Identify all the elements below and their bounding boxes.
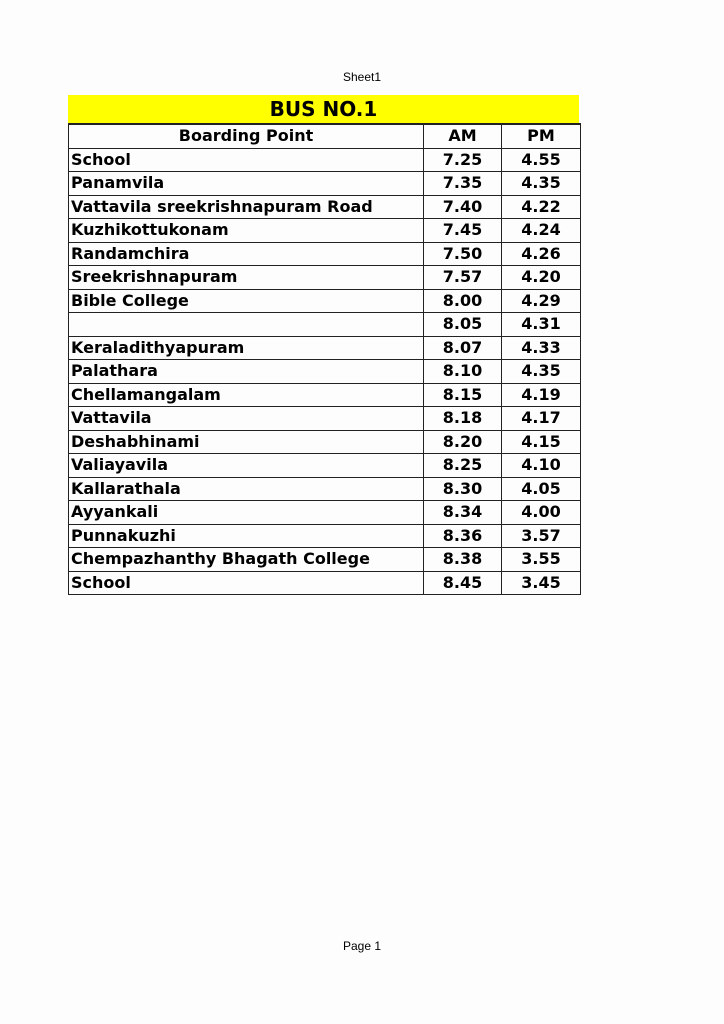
table-row [69,548,581,572]
table-header-row [69,124,581,148]
pm-time-cell: 4.00 [502,501,581,525]
table-row [69,266,581,290]
am-time-cell: 8.30 [424,477,502,501]
boarding-point-cell: Vattavila [69,407,424,431]
pm-time-cell: 4.22 [502,195,581,219]
boarding-point-cell: Keraladithyapuram [69,336,424,360]
boarding-point-cell: Kallarathala [69,477,424,501]
am-time-cell: 8.05 [424,313,502,337]
am-time-cell: 8.38 [424,548,502,572]
am-time-cell: 8.07 [424,336,502,360]
boarding-point-cell: Bible College [69,289,424,313]
boarding-point-cell: Vattavila sreekrishnapuram Road [69,195,424,219]
pm-time-cell: 4.05 [502,477,581,501]
am-time-cell: 7.25 [424,148,502,172]
pm-time-cell: 4.35 [502,360,581,384]
am-time-cell: 7.35 [424,172,502,196]
table-row [69,501,581,525]
table-row [69,477,581,501]
pm-time-cell: 4.31 [502,313,581,337]
boarding-point-cell: Deshabhinami [69,430,424,454]
table-row [69,571,581,595]
column-header-boarding-point: Boarding Point [69,124,424,148]
table-row [69,242,581,266]
table-row [69,383,581,407]
table-row [69,360,581,384]
boarding-point-cell: Randamchira [69,242,424,266]
am-time-cell: 7.57 [424,266,502,290]
table-row [69,289,581,313]
am-time-cell: 8.18 [424,407,502,431]
am-time-cell: 8.34 [424,501,502,525]
am-time-cell: 8.36 [424,524,502,548]
am-time-cell: 8.45 [424,571,502,595]
pm-time-cell: 3.45 [502,571,581,595]
page-header: Sheet1 [342,70,382,84]
bus-title: BUS NO.1 [68,95,579,123]
pm-time-cell: 4.29 [502,289,581,313]
boarding-point-cell: Panamvila [69,172,424,196]
am-time-cell: 8.25 [424,454,502,478]
pm-time-cell: 4.17 [502,407,581,431]
am-time-cell: 8.00 [424,289,502,313]
boarding-point-cell: Kuzhikottukonam [69,219,424,243]
pm-time-cell: 4.10 [502,454,581,478]
pm-time-cell: 4.15 [502,430,581,454]
column-header-am: AM [424,124,502,148]
pm-time-cell: 4.24 [502,219,581,243]
pm-time-cell: 4.55 [502,148,581,172]
boarding-point-cell: Palathara [69,360,424,384]
column-header-pm: PM [502,124,581,148]
boarding-point-cell: Chempazhanthy Bhagath College [69,548,424,572]
pm-time-cell: 4.19 [502,383,581,407]
boarding-point-cell: Valiayavila [69,454,424,478]
pm-time-cell: 3.55 [502,548,581,572]
table-row [69,148,581,172]
bus-schedule-table [68,123,581,595]
page-footer: Page 1 [342,939,382,953]
boarding-point-cell: Punnakuzhi [69,524,424,548]
pm-time-cell: 3.57 [502,524,581,548]
pm-time-cell: 4.33 [502,336,581,360]
am-time-cell: 7.45 [424,219,502,243]
pm-time-cell: 4.26 [502,242,581,266]
table-row [69,454,581,478]
boarding-point-cell: Ayyankali [69,501,424,525]
am-time-cell: 8.15 [424,383,502,407]
table-row [69,172,581,196]
table-row [69,430,581,454]
schedule-body [69,148,581,595]
table-row [69,313,581,337]
am-time-cell: 8.20 [424,430,502,454]
boarding-point-cell: School [69,148,424,172]
pm-time-cell: 4.35 [502,172,581,196]
boarding-point-cell [69,313,424,337]
pm-time-cell: 4.20 [502,266,581,290]
table-row [69,195,581,219]
table-row [69,336,581,360]
am-time-cell: 8.10 [424,360,502,384]
table-row [69,407,581,431]
table-row [69,219,581,243]
am-time-cell: 7.40 [424,195,502,219]
boarding-point-cell: Sreekrishnapuram [69,266,424,290]
am-time-cell: 7.50 [424,242,502,266]
table-row [69,524,581,548]
boarding-point-cell: School [69,571,424,595]
boarding-point-cell: Chellamangalam [69,383,424,407]
